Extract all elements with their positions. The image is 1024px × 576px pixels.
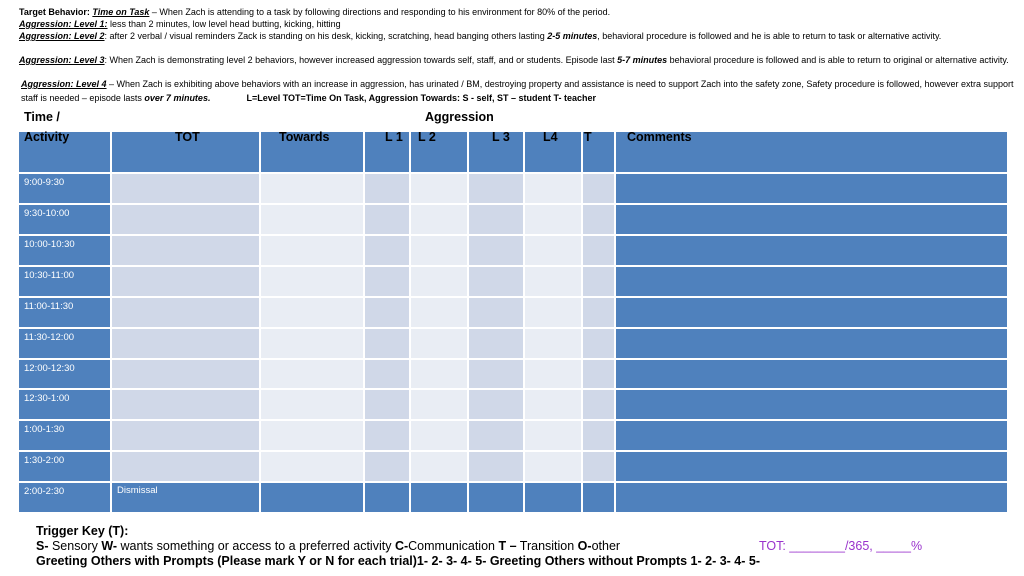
towards-cell[interactable]: [261, 483, 363, 512]
l4-cell[interactable]: [525, 267, 581, 296]
l1-cell[interactable]: [365, 360, 409, 389]
l2-cell[interactable]: [411, 360, 467, 389]
col-header-tot: TOT: [175, 130, 200, 144]
level3-line: [19, 54, 1014, 66]
tot-cell[interactable]: [112, 329, 259, 358]
w-text: wants something or access to a preferred activity: [117, 539, 395, 553]
comments-cell[interactable]: [616, 452, 1007, 481]
l4-cell[interactable]: [525, 174, 581, 203]
tot-cell[interactable]: [112, 452, 259, 481]
l2-cell[interactable]: [411, 483, 467, 512]
tot-cell[interactable]: [112, 360, 259, 389]
tot-cell[interactable]: [112, 205, 259, 234]
l2-cell[interactable]: [411, 390, 467, 419]
tot-cell[interactable]: [112, 390, 259, 419]
l4-cell[interactable]: [525, 483, 581, 512]
towards-cell[interactable]: [261, 174, 363, 203]
tot-term: Time on Task: [92, 7, 150, 17]
level4-line: [21, 78, 1016, 105]
comments-cell[interactable]: [616, 360, 1007, 389]
l3-text-a: : When Zach is demonstrating level 2 behaviors, however increased aggression towards self, staff, and or students. Episode last: [104, 55, 618, 65]
time-header-top: Time /: [24, 110, 60, 124]
l3-cell[interactable]: [469, 452, 523, 481]
c-key: C-: [394, 539, 409, 553]
towards-cell[interactable]: [261, 205, 363, 234]
l1-cell[interactable]: [365, 421, 409, 450]
tot-cell[interactable]: [112, 174, 259, 203]
c-text: Communication: [408, 539, 499, 553]
l4-cell[interactable]: [525, 298, 581, 327]
l2-cell[interactable]: [411, 452, 467, 481]
table-row: [19, 360, 1007, 389]
s-key: S-: [36, 539, 49, 553]
w-key: W-: [101, 539, 118, 553]
l3-cell[interactable]: [469, 298, 523, 327]
l4-duration: over 7 minutes.: [144, 92, 211, 103]
table-row: [19, 421, 1007, 450]
l1-cell[interactable]: [365, 236, 409, 265]
t-cell[interactable]: [583, 360, 614, 389]
table-row: [19, 298, 1007, 327]
l3-cell[interactable]: [469, 267, 523, 296]
target-behavior-line: [19, 6, 1014, 18]
l2-cell[interactable]: [411, 236, 467, 265]
towards-cell[interactable]: [261, 421, 363, 450]
l4-term: Aggression: Level 4: [21, 79, 107, 89]
l3-duration: 5-7 minutes: [617, 55, 668, 65]
col-header-comments: Comments: [627, 130, 692, 144]
t-cell[interactable]: [583, 174, 614, 203]
col-header-l1: L 1: [385, 130, 403, 144]
table-row: [19, 483, 1007, 512]
t-cell[interactable]: [583, 390, 614, 419]
l4-cell[interactable]: [525, 236, 581, 265]
t-cell[interactable]: [583, 298, 614, 327]
l3-cell[interactable]: [469, 329, 523, 358]
l2-cell[interactable]: [411, 298, 467, 327]
l1-cell[interactable]: [365, 452, 409, 481]
l3-cell[interactable]: [469, 421, 523, 450]
l4-cell[interactable]: [525, 329, 581, 358]
towards-cell[interactable]: [261, 360, 363, 389]
t-cell[interactable]: [583, 329, 614, 358]
level1-line: [19, 18, 1014, 30]
towards-cell[interactable]: [261, 298, 363, 327]
o-text: other: [591, 539, 621, 553]
t-text: Transition: [516, 539, 578, 553]
col-header-t: T: [584, 130, 592, 144]
l2-cell[interactable]: [411, 329, 467, 358]
time-slot-cell: 1:00-1:30: [19, 421, 110, 450]
l2-duration: 2-5 minutes: [547, 31, 598, 41]
s-text: Sensory: [48, 539, 102, 553]
l1-cell[interactable]: [365, 174, 409, 203]
time-slot-cell: 12:00-12:30: [19, 360, 110, 389]
l1-cell[interactable]: [365, 329, 409, 358]
table-row: [19, 390, 1007, 419]
comments-cell[interactable]: [616, 236, 1007, 265]
legend-text: L=Level TOT=Time On Task, Aggression Towards: S - self, ST – student T- teacher: [246, 92, 597, 103]
time-slot-cell: 1:30-2:00: [19, 452, 110, 481]
l1-text: less than 2 minutes, low level head butting, kicking, hitting: [107, 19, 341, 29]
l2-cell[interactable]: [411, 267, 467, 296]
l3-cell[interactable]: [469, 390, 523, 419]
greeting-line: [36, 554, 760, 568]
l2-cell[interactable]: [411, 421, 467, 450]
l4-cell[interactable]: [525, 205, 581, 234]
towards-cell[interactable]: [261, 267, 363, 296]
time-slot-cell: 10:00-10:30: [19, 236, 110, 265]
target-label: Target Behavior:: [19, 7, 90, 17]
time-slot-cell: 9:30-10:00: [19, 205, 110, 234]
l4-cell[interactable]: [525, 360, 581, 389]
time-slot-cell: 9:00-9:30: [19, 174, 110, 203]
comments-cell[interactable]: [616, 298, 1007, 327]
l2-text-b: , behavioral procedure is followed and he is able to return to task or alternative activity.: [597, 31, 942, 41]
l1-cell[interactable]: [365, 298, 409, 327]
table-header-row: [19, 132, 1007, 172]
l4-text-a: – When Zach is exhibiting above behaviors with an increase in aggression, has urinated / BM, destroying property and assistance is need to support Zach into the safety zone, Safety procedure is followed, however extra support staff is needed – episode lasts: [21, 79, 1014, 103]
towards-cell[interactable]: [261, 452, 363, 481]
tot-cell[interactable]: [112, 298, 259, 327]
time-slot-cell: 11:00-11:30: [19, 298, 110, 327]
towards-cell[interactable]: [261, 390, 363, 419]
table-row: [19, 236, 1007, 265]
l1-cell[interactable]: [365, 267, 409, 296]
l3-term: Aggression: Level 3: [19, 55, 105, 65]
table-body: [19, 174, 1007, 512]
l4-cell[interactable]: [525, 390, 581, 419]
l3-cell[interactable]: [469, 236, 523, 265]
comments-cell[interactable]: [616, 267, 1007, 296]
trigger-key-title: [36, 524, 128, 538]
o-key: O-: [577, 539, 592, 553]
l1-cell[interactable]: [365, 390, 409, 419]
tot-cell[interactable]: [112, 421, 259, 450]
towards-cell[interactable]: [261, 329, 363, 358]
col-header-l4: L4: [543, 130, 558, 144]
comments-cell[interactable]: [616, 483, 1007, 512]
trigger-key-line: [36, 539, 620, 553]
t-cell[interactable]: [583, 452, 614, 481]
col-header-towards: Towards: [279, 130, 330, 144]
time-slot-cell: 10:30-11:00: [19, 267, 110, 296]
tot-cell[interactable]: [112, 267, 259, 296]
l2-term: Aggression: Level 2: [19, 31, 105, 41]
l3-cell[interactable]: [469, 205, 523, 234]
tot-summary: TOT: ________/365, _____%: [759, 539, 923, 553]
time-slot-cell: 12:30-1:00: [19, 390, 110, 419]
t-cell[interactable]: [583, 236, 614, 265]
l2-cell[interactable]: [411, 205, 467, 234]
l3-cell[interactable]: [469, 360, 523, 389]
col-header-l3: L 3: [492, 130, 510, 144]
l4-cell[interactable]: [525, 421, 581, 450]
table-row: [19, 267, 1007, 296]
t-cell[interactable]: [583, 483, 614, 512]
aggression-header: Aggression: [425, 110, 494, 124]
col-header-l2: L 2: [418, 130, 436, 144]
behavior-tracking-table: [17, 130, 1009, 514]
tot-text: – When Zach is attending to a task by following directions and responding to his environment for 80% of the period.: [149, 7, 611, 17]
comments-cell[interactable]: [616, 205, 1007, 234]
greeting-text: Greeting Others with Prompts (Please mark Y or N for each trial)1- 2- 3- 4- 5- Greeting Others without Prompts 1- 2- 3- 4- 5-: [36, 554, 761, 568]
t-key: T –: [498, 539, 517, 553]
level2-line: [19, 30, 1014, 42]
t-cell[interactable]: [583, 421, 614, 450]
comments-cell[interactable]: [616, 174, 1007, 203]
comments-cell[interactable]: [616, 329, 1007, 358]
l1-cell[interactable]: [365, 483, 409, 512]
time-slot-cell: 2:00-2:30: [19, 483, 110, 512]
comments-cell[interactable]: [616, 390, 1007, 419]
l2-cell[interactable]: [411, 174, 467, 203]
l4-cell[interactable]: [525, 452, 581, 481]
time-slot-cell: 11:30-12:00: [19, 329, 110, 358]
l3-cell[interactable]: [469, 483, 523, 512]
t-cell[interactable]: [583, 267, 614, 296]
comments-cell[interactable]: [616, 421, 1007, 450]
table-row: [19, 452, 1007, 481]
tot-cell[interactable]: Dismissal: [112, 483, 259, 512]
l1-term: Aggression: Level 1:: [19, 19, 108, 29]
table-row: [19, 329, 1007, 358]
time-header-bottom: Activity: [24, 130, 70, 144]
towards-cell[interactable]: [261, 236, 363, 265]
trigger-title-text: Trigger Key (T):: [36, 524, 129, 538]
l1-cell[interactable]: [365, 205, 409, 234]
l3-text-b: behavioral procedure is followed and is able to return to original or alternative activity.: [667, 55, 1009, 65]
t-cell[interactable]: [583, 205, 614, 234]
table-row: [19, 205, 1007, 234]
tot-cell[interactable]: [112, 236, 259, 265]
l2-text-a: : after 2 verbal / visual reminders Zack is standing on his desk, kicking, scratching, head banging others lasting: [104, 31, 548, 41]
table-row: [19, 174, 1007, 203]
l3-cell[interactable]: [469, 174, 523, 203]
